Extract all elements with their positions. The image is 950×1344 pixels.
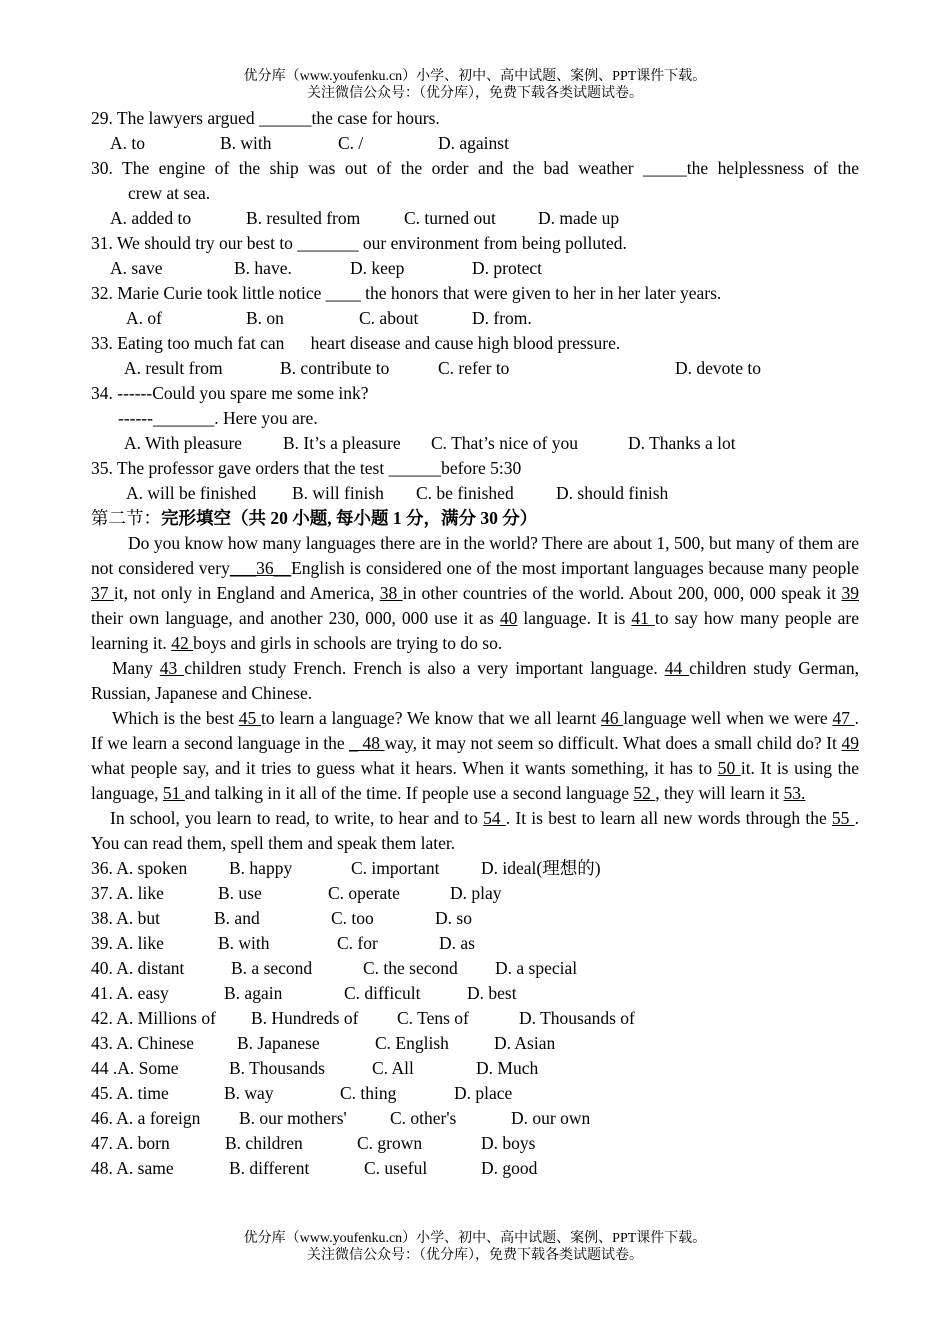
- option-b: B. happy: [229, 858, 293, 878]
- passage-paragraph-3: [91, 706, 859, 806]
- question-34-cont: ------_______. Here you are.: [118, 408, 318, 428]
- option-a: 36. A. spoken: [91, 858, 188, 878]
- option-d: D. as: [439, 933, 475, 953]
- option-c: D. keep: [350, 258, 405, 278]
- blank-46: 46: [600, 708, 624, 728]
- option-c: C. English: [375, 1033, 449, 1053]
- option-a: 38. A. but: [91, 908, 161, 928]
- option-b: B. with: [218, 933, 270, 953]
- question-29: [91, 106, 859, 131]
- question-30-options: [91, 206, 859, 231]
- passage-text: . You can read them, spell them and speak them later.: [91, 808, 860, 853]
- cloze-option-row: [91, 1081, 859, 1106]
- option-c: C. useful: [364, 1158, 428, 1178]
- question-35-options: [91, 481, 859, 506]
- option-b: B. contribute to: [280, 358, 390, 378]
- blank-45: 45: [238, 708, 262, 728]
- blank-49: 49: [841, 733, 859, 753]
- option-d: D. place: [454, 1083, 513, 1103]
- option-c: C. Tens of: [397, 1008, 469, 1028]
- header-line-2: 关注微信公众号：（优分库），免费下载各类试题试卷。: [307, 86, 643, 101]
- cloze-option-row: [91, 981, 859, 1006]
- option-d: D. best: [467, 983, 517, 1003]
- blank-42: 42: [171, 633, 194, 653]
- question-stem: 31. We should try our best to _______ our environment from being polluted.: [91, 233, 627, 253]
- option-d: D. should finish: [556, 483, 669, 503]
- passage-text: their own language, and another 230, 000, 000 use it as: [91, 608, 500, 628]
- passage-text: . It is best to learn all new words through the: [505, 808, 832, 828]
- blank-54: 54: [483, 808, 506, 828]
- blank-51: 51: [162, 783, 185, 803]
- question-30-cont: crew at sea.: [128, 183, 211, 203]
- cloze-option-row: [91, 906, 859, 931]
- option-d: D. a special: [495, 958, 578, 978]
- option-c: C. All: [372, 1058, 414, 1078]
- blank-47: 47: [832, 708, 855, 728]
- question-34: [91, 381, 859, 406]
- option-b: B. will finish: [292, 483, 384, 503]
- option-d: D. Much: [476, 1058, 539, 1078]
- option-c: C. grown: [357, 1133, 423, 1153]
- passage-text: it. It is using the language,: [91, 758, 860, 803]
- cloze-option-row: [91, 1056, 859, 1081]
- passage-text: and talking in it all of the time. If people use a second language: [184, 783, 634, 803]
- question-33-options: [91, 356, 859, 381]
- cloze-option-row: [91, 931, 859, 956]
- cloze-option-row: [91, 956, 859, 981]
- option-d: D. Asian: [494, 1033, 556, 1053]
- option-c: C. too: [331, 908, 374, 928]
- option-c: C. That’s nice of you: [431, 433, 578, 453]
- passage-paragraph-2: [91, 656, 859, 706]
- option-d: D. good: [481, 1158, 538, 1178]
- question-35: [91, 456, 859, 481]
- option-b: B. again: [224, 983, 283, 1003]
- blank-48: _ 48: [349, 733, 385, 753]
- blank-38: 38: [379, 583, 403, 603]
- option-b: B. It’s a pleasure: [283, 433, 401, 453]
- option-c: C. thing: [340, 1083, 397, 1103]
- option-c: C. difficult: [344, 983, 421, 1003]
- blank-50: 50: [717, 758, 741, 778]
- passage-text: English is considered one of the most important languages because many people: [291, 558, 859, 578]
- option-a: A. result from: [124, 358, 223, 378]
- option-d: D. ideal(理想的): [481, 858, 601, 878]
- header-line-1: 优分库（www.youfenku.cn）小学、初中、高中试题、案例、PPT课件下载。: [243, 69, 707, 84]
- option-b: B. resulted from: [246, 208, 361, 228]
- passage-text: boys and girls in schools are trying to do so.: [193, 633, 503, 653]
- passage-text: in other countries of the world. About 200, 000, 000 speak it: [402, 583, 842, 603]
- option-b: B. Thousands: [229, 1058, 325, 1078]
- option-a: 46. A. a foreign: [91, 1108, 201, 1128]
- section-heading: [91, 506, 859, 531]
- option-a: 42. A. Millions of: [91, 1008, 216, 1028]
- passage-text: . If we learn a second language in the: [91, 708, 860, 753]
- passage-text: Many: [112, 658, 160, 678]
- option-c: C. /: [338, 133, 364, 153]
- option-a: 48. A. same: [91, 1158, 174, 1178]
- option-d: D. Thousands of: [519, 1008, 635, 1028]
- cloze-options: [91, 856, 859, 1181]
- passage-text: language well when we were: [623, 708, 833, 728]
- option-b: B. way: [224, 1083, 274, 1103]
- exam-content: [91, 106, 859, 1181]
- option-c: C. for: [337, 933, 378, 953]
- option-c: C. about: [359, 308, 419, 328]
- option-d: D. from.: [472, 308, 532, 328]
- passage-text: to say how many people are learning it.: [91, 608, 860, 653]
- option-b: B. a second: [231, 958, 313, 978]
- option-a: 43. A. Chinese: [91, 1033, 195, 1053]
- option-c: C. turned out: [404, 208, 496, 228]
- question-33: [91, 331, 859, 356]
- option-a: 39. A. like: [91, 933, 164, 953]
- page-header: [0, 68, 950, 102]
- option-b: B. with: [220, 133, 272, 153]
- question-32-options: [91, 306, 859, 331]
- passage-text: In school, you learn to read, to write, to hear and to: [110, 808, 484, 828]
- option-c: C. the second: [363, 958, 458, 978]
- section-prefix: 第二节：: [91, 508, 161, 528]
- option-a: A. added to: [110, 208, 192, 228]
- option-a: 40. A. distant: [91, 958, 185, 978]
- option-a: 41. A. easy: [91, 983, 169, 1003]
- question-31-options: [91, 256, 859, 281]
- passage-paragraph-1: [91, 531, 859, 656]
- cloze-option-row: [91, 1006, 859, 1031]
- passage-text: it, not only in England and America,: [113, 583, 380, 603]
- passage-text: what people say, and it tries to guess what it hears. When it wants something, it has to: [91, 758, 718, 778]
- option-b: B. different: [229, 1158, 310, 1178]
- question-34-options: [91, 431, 859, 456]
- option-a: 47. A. born: [91, 1133, 170, 1153]
- option-b: B. Hundreds of: [251, 1008, 359, 1028]
- passage-text: language. It is: [517, 608, 632, 628]
- blank-44: 44: [664, 658, 690, 678]
- option-c: C. refer to: [438, 358, 510, 378]
- option-d: D. made up: [538, 208, 620, 228]
- option-b: B. children: [225, 1133, 303, 1153]
- passage-text: children study German, Russian, Japanese and Chinese.: [91, 658, 860, 703]
- question-stem: 34. ------Could you spare me some ink?: [91, 383, 369, 403]
- option-d: D. against: [438, 133, 509, 153]
- option-c: C. other's: [390, 1108, 457, 1128]
- question-stem: 30. The engine of the ship was out of the order and the bad weather _____the helplessness of the: [91, 158, 859, 178]
- option-d: D. boys: [481, 1133, 536, 1153]
- option-a: A. With pleasure: [124, 433, 243, 453]
- passage-text: Do you know how many languages there are in the world? There are about 1, 500, but many of them are not considered very: [91, 533, 859, 578]
- cloze-option-row: [91, 1031, 859, 1056]
- section-title: 完形填空（共 20 小题, 每小题 1 分，满分 30 分）: [161, 508, 538, 528]
- passage-text: to learn a language? We know that we all learnt: [261, 708, 601, 728]
- option-b: B. and: [214, 908, 260, 928]
- passage-text: way, it may not seem so difficult. What does a small child do? It: [384, 733, 842, 753]
- passage-text: Which is the best: [112, 708, 239, 728]
- cloze-option-row: [91, 1156, 859, 1181]
- cloze-option-row: [91, 1131, 859, 1156]
- option-a: 37. A. like: [91, 883, 164, 903]
- cloze-option-row: [91, 856, 859, 881]
- footer-line-2: 关注微信公众号：（优分库），免费下载各类试题试卷。: [307, 1248, 643, 1263]
- option-d: D. so: [435, 908, 472, 928]
- question-30: [91, 156, 859, 181]
- passage-paragraph-4: [91, 806, 859, 856]
- option-a: 45. A. time: [91, 1083, 169, 1103]
- cloze-option-row: [91, 881, 859, 906]
- option-d: D. Thanks a lot: [628, 433, 736, 453]
- option-c: C. be finished: [416, 483, 514, 503]
- question-stem: 29. The lawyers argued ______the case for hours.: [91, 108, 440, 128]
- blank-43: 43: [159, 658, 185, 678]
- option-d: D. play: [450, 883, 502, 903]
- blank-41: 41: [631, 608, 655, 628]
- question-stem: 33. Eating too much fat can heart disease and cause high blood pressure.: [91, 333, 621, 353]
- question-stem: 32. Marie Curie took little notice ____ the honors that were given to her in her later years.: [91, 283, 722, 303]
- option-a: A. to: [110, 133, 145, 153]
- option-b: B. on: [246, 308, 284, 328]
- blank-40: 40: [499, 608, 518, 628]
- option-a: A. of: [126, 308, 162, 328]
- option-d: D. devote to: [675, 358, 762, 378]
- page-footer: [0, 1230, 950, 1264]
- passage-text: , they will learn it: [655, 783, 784, 803]
- option-b: B. have.: [234, 258, 292, 278]
- option-b: B. use: [218, 883, 262, 903]
- option-a: 44 .A. Some: [91, 1058, 179, 1078]
- blank-53: 53.: [783, 783, 806, 803]
- blank-37: 37: [91, 583, 114, 603]
- option-b: B. our mothers': [239, 1108, 347, 1128]
- cloze-option-row: [91, 1106, 859, 1131]
- option-a: A. save: [110, 258, 163, 278]
- option-c: C. important: [351, 858, 440, 878]
- option-c: C. operate: [328, 883, 400, 903]
- option-b: B. Japanese: [237, 1033, 320, 1053]
- blank-52: 52: [633, 783, 656, 803]
- question-32: [91, 281, 859, 306]
- blank-39: 39: [841, 583, 860, 603]
- blank-36: ___36__: [229, 558, 292, 578]
- footer-line-1: 优分库（www.youfenku.cn）小学、初中、高中试题、案例、PPT课件下载。: [243, 1231, 707, 1246]
- question-31: [91, 231, 859, 256]
- blank-55: 55: [831, 808, 855, 828]
- option-a: A. will be finished: [126, 483, 257, 503]
- question-29-options: [91, 131, 859, 156]
- passage-text: children study French. French is also a very important language.: [184, 658, 665, 678]
- question-stem: 35. The professor gave orders that the test ______before 5:30: [91, 458, 522, 478]
- option-d: D. protect: [472, 258, 542, 278]
- option-d: D. our own: [511, 1108, 591, 1128]
